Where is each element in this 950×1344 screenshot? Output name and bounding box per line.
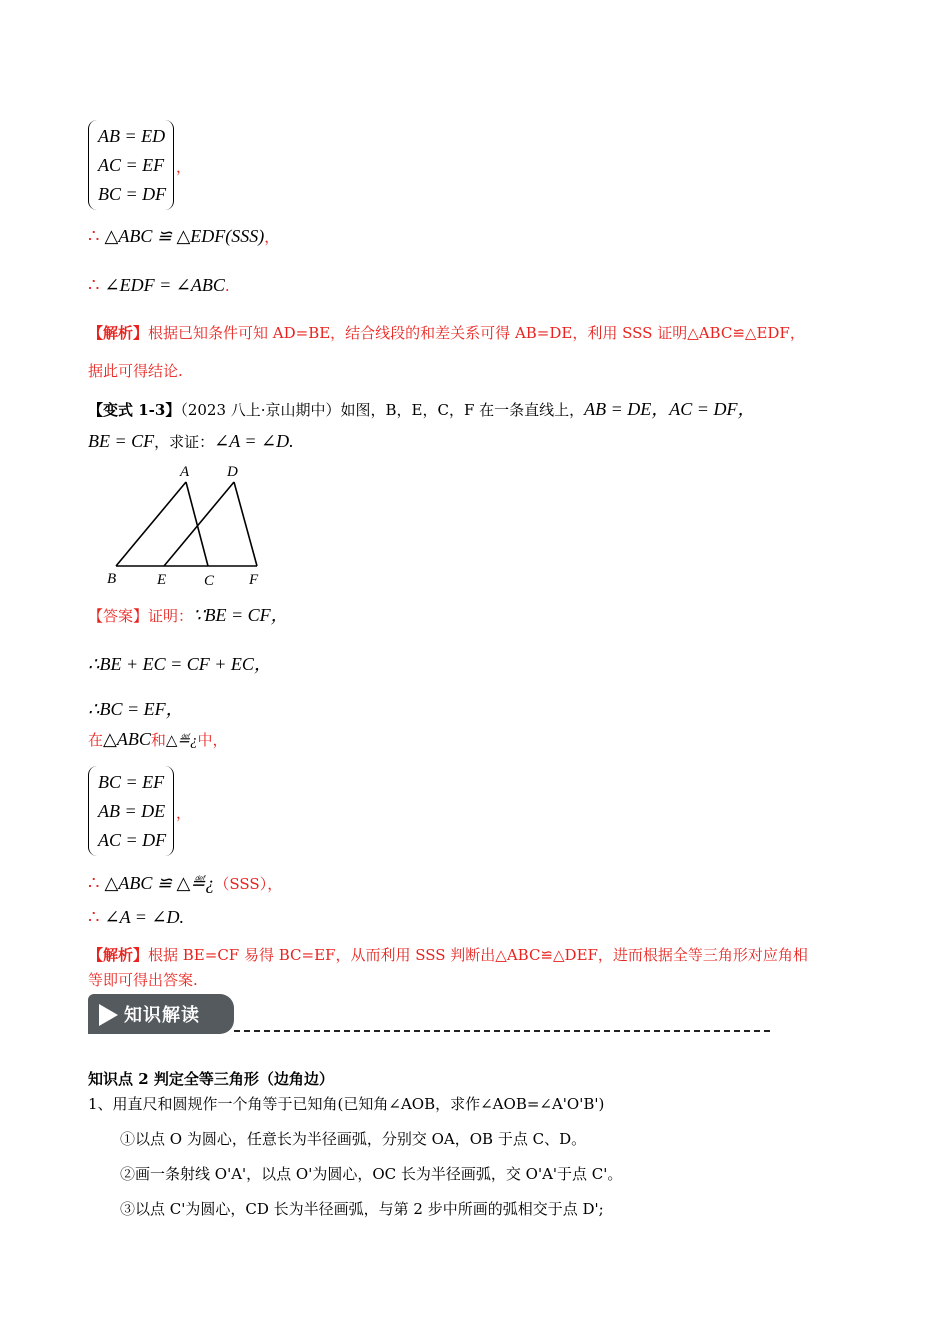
variant-condition: AB = DE，AC = DF， [584,399,756,419]
analysis-2-line-1 [88,944,808,965]
point-label-E: E [157,572,167,588]
right-brace [165,120,174,210]
right-brace [165,766,174,856]
segment-DF [234,482,257,566]
point-label-B: B [107,571,117,587]
point-label-C: C [204,573,215,589]
banner-title: 知识解读 [124,1005,200,1026]
segment-AC [186,482,208,566]
system-row: AC = EF [98,155,165,175]
answer-line-4 [88,729,228,750]
angle-line-1 [88,275,230,296]
therefore-symbol: ∴ [88,226,100,246]
system-row: AB = ED [98,126,166,146]
construction-step-3: ③以点 C'为圆心，CD 长为半径画弧，与第 2 步中所画的弧相交于点 D'; [120,1200,604,1218]
analysis-text: 根据已知条件可知 AD=BE，结合线段的和差关系可得 AB=DE，利用 SSS 证明△ABC≌△EDF， [148,324,805,342]
analysis-label: 【解析】 [88,324,149,342]
variant-heading [88,395,755,421]
system-row: BC = DF [98,184,167,204]
equation-system-1 [88,120,174,210]
answer-text: 和 [150,731,166,749]
triangle-name: △ABC [103,729,151,749]
therefore-symbol: ∴ [88,275,100,295]
system-row: AC = DF [98,830,167,850]
play-icon [96,1002,120,1028]
left-brace [88,766,97,856]
punctuation: . [224,277,230,295]
therefore-symbol: ∴ [88,873,100,893]
construction-step-2: ②画一条射线 O'A'，以点 O'为圆心，OC 长为半径画弧，交 O'A'于点 C'。 [120,1165,623,1183]
variant-line-2 [88,431,294,452]
analysis-text: 根据 BE=CF 易得 BC=EF，从而利用 SSS 判断出△ABC≌△DEF，进而根据全等三角形对应角相 [148,946,808,964]
congruence-line-1 [88,226,279,247]
punctuation: ， [176,804,192,822]
analysis-label: 【解析】 [88,946,149,964]
answer-line-3: ∴BC = EF， [88,699,184,719]
analysis-1-line-2: 据此可得结论. [88,362,183,380]
answer-label: 【答案】 [88,607,149,625]
analysis-2-line-2: 等即可得出答案. [88,971,198,989]
congruence-statement: △ABC ≌ △EDF(SSS) [104,226,265,246]
angle-line-2 [88,907,184,928]
congruence-tail: （SSS）， [214,875,283,893]
point-label-D: D [227,464,238,480]
variant-text: ，求证： [154,433,215,451]
punctuation: ， [176,158,192,176]
variant-label: 【变式 1-3】 [88,401,181,419]
answer-line-1 [88,601,289,627]
answer-line-2: ∴BE + EC = CF + EC， [88,654,272,674]
angle-statement: ∠A = ∠D. [104,907,185,927]
congruence-line-2 [88,873,282,894]
answer-step: ∵BE = CF， [193,605,289,625]
answer-proof: 证明： [148,607,194,625]
analysis-1-line-1 [88,322,805,343]
garbled-triangle: △≝¿ [165,733,198,749]
variant-text: （2023 八上·京山期中）如图，B，E，C，F 在一条直线上， [180,401,585,419]
equation-system-2 [88,766,174,856]
construction-step-1: ①以点 O 为圆心，任意长为半径画弧，分别交 OA，OB 于点 C、D。 [120,1130,587,1148]
punctuation: ， [264,228,280,246]
answer-text: 在 [88,731,104,749]
variant-condition: BE = CF [88,431,155,451]
system-row: AB = DE [98,801,166,821]
triangle-figure [100,460,270,590]
point-label-F: F [249,572,259,588]
section-title: 知识点 2 判定全等三角形（边角边） [88,1070,334,1088]
system-row: BC = EF [98,772,165,792]
section-item-1: 1、用直尺和圆规作一个角等于已知角(已知角∠AOB，求作∠AOB=∠A'O'B') [88,1095,605,1113]
congruence-statement: △ABC ≌ △≝¿ [104,873,215,893]
variant-goal: ∠A = ∠D. [214,431,294,451]
left-brace [88,120,97,210]
answer-text: 中， [197,731,228,749]
therefore-symbol: ∴ [88,907,100,927]
section-divider [234,1030,770,1032]
angle-statement: ∠EDF = ∠ABC [104,275,225,295]
point-label-A: A [180,464,190,480]
